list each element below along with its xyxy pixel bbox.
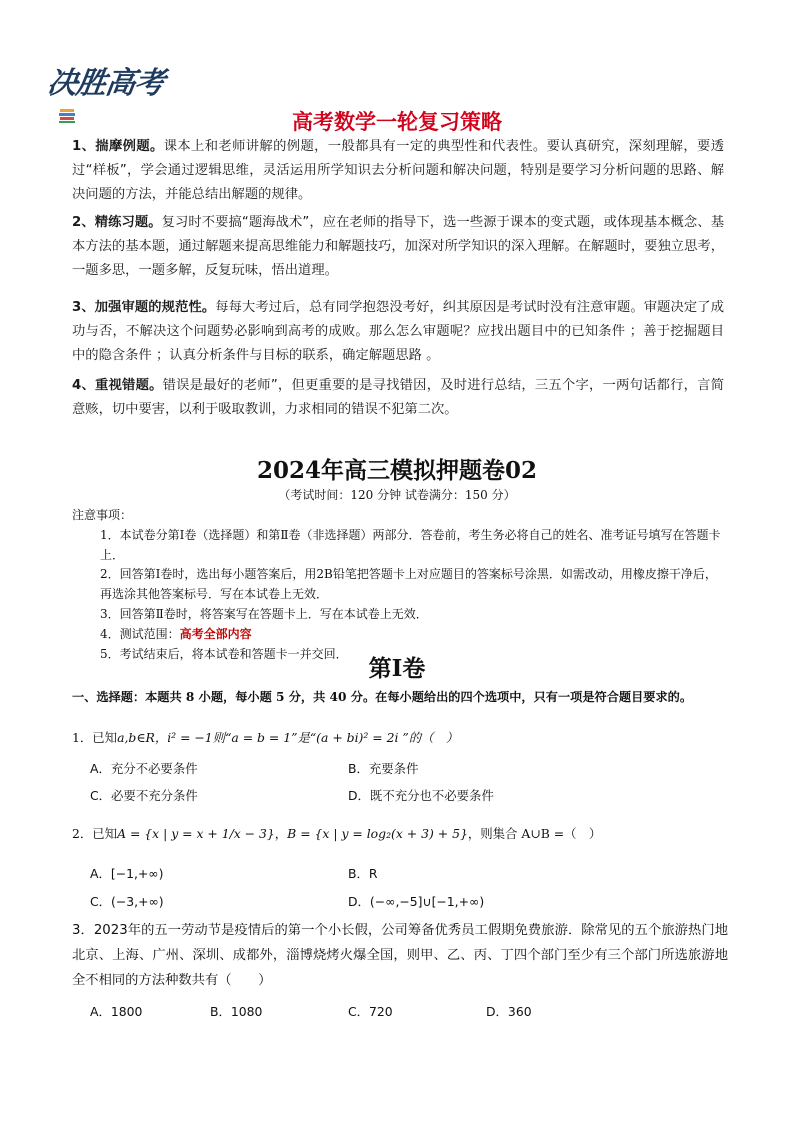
q2-set-b: B = {x | y = log₂(x + 3) + 5}	[287, 826, 468, 841]
logo-text: 决胜高考	[45, 66, 166, 101]
q1-stem-a: 1．已知	[72, 730, 118, 745]
strategy-item-3	[72, 296, 724, 369]
strategy-item-text: 每每大考过后，总有同学抱怨没考好，纠其原因是考试时没有注意审题。审题决定了成功与否，不解决这个问题势必影响到高考的成败。那么怎么审题呢？应找出题目中的已知条件 ；善于挖掘题目中的隐含条件 ；认真分析条件与目标的联系，确定解题思路 。	[72, 300, 724, 364]
q2-option-a: A．[−1,+∞)	[90, 866, 164, 881]
q2-option-d: D．(−∞,−5]∪[−1,+∞)	[348, 894, 485, 909]
q2-set-a: A = {x | y = x + 1/x − 3}	[117, 826, 275, 841]
q1-stem-b: ，i² = −1则“a = b = 1”是“(a + bi)² = 2i ”的（ ）	[154, 730, 459, 745]
q2-option-b: B．R	[348, 866, 378, 881]
strategy-title: 高考数学一轮复习策略	[292, 110, 502, 134]
q3-option-c: C．720	[348, 1004, 393, 1019]
note-item: 3．回答第Ⅱ卷时，将答案写在答题卡上．写在本试卷上无效．	[100, 606, 428, 621]
q1-option-c: C．必要不充分条件	[90, 788, 198, 803]
note-scope-value: 高考全部内容	[179, 626, 252, 641]
question-1-stem	[72, 728, 458, 746]
exam-title: 2024年高三模拟押题卷02	[256, 457, 538, 484]
note-scope-label: 4．测试范围：	[100, 626, 180, 641]
section-heading: 一、选择题：本题共 8 小题，每小题 5 分，共 40 分。在每小题给出的四个选项中，只有一项是符合题目要求的。	[72, 690, 693, 704]
exam-notes	[72, 506, 724, 664]
q2-sep: ，	[274, 826, 288, 841]
strategy-item-text: 错误是最好的老师”，但更重要的是寻找错因，及时进行总结，三五个字，一两句话都行，言简意赅，切中要害，以利于吸取教训，力求相同的错误不犯第二次。	[72, 378, 724, 418]
strategy-item-1	[72, 135, 724, 208]
q1-option-b: B．充要条件	[348, 761, 419, 776]
q1-option-d: D．既不充分也不必要条件	[348, 788, 494, 803]
q2-stem-a: 2．已知	[72, 826, 118, 841]
q3-option-a: A．1800	[90, 1004, 143, 1019]
q3-option-d: D．360	[486, 1004, 532, 1019]
strategy-item-4	[72, 374, 724, 422]
note-item: 2．回答第Ⅰ卷时，选出每小题答案后，用2B铅笔把答题卡上对应题目的答案标号涂黑．如需改动，用橡皮擦干净后，再选涂其他答案标号．写在本试卷上无效．	[100, 567, 717, 602]
q3-option-b: B．1080	[210, 1004, 263, 1019]
strategy-item-text: 复习时不要搞“题海战术”，应在老师的指导下，选一些源于课本的变式题，或体现基本概念、基本方法的基本题，通过解题来提高思维能力和解题技巧，加深对所学知识的深入理解。在解题时，要独立思考，一题多思，一题多解，反复玩味，悟出道理。	[72, 215, 724, 279]
strategy-item-text: 课本上和老师讲解的例题，一般都具有一定的典型性和代表性。要认真研究，深刻理解，要透过“样板”，学会通过逻辑思维，灵活运用所学知识去分析问题和解决问题，特别是要学习分析问题的思路、解决问题的方法，并能总结出解题的规律。	[72, 139, 724, 203]
note-item: 5．考试结束后，将本试卷和答题卡一并交回．	[100, 646, 348, 661]
notes-heading: 注意事项：	[72, 508, 133, 522]
question-2-stem	[72, 824, 601, 842]
strategy-item-label: 1、揣摩例题。	[72, 139, 164, 154]
volume-title: 第Ⅰ卷	[368, 655, 426, 682]
q2-option-c: C．(−3,+∞)	[90, 894, 164, 909]
strategy-item-label: 3、加强审题的规范性。	[72, 300, 216, 315]
question-3-stem: 3．2023年的五一劳动节是疫情后的第一个小长假，公司筹备优秀员工假期免费旅游．除常见的五个旅游热门地北京、上海、广州、深圳、成都外，淄博烧烤火爆全国，则甲、乙、丙、丁四个部门至少有三个部门所选旅游地全不相同的方法种数共有（ ）	[72, 923, 728, 988]
q1-option-a: A．充分不必要条件	[90, 761, 198, 776]
note-item: 1．本试卷分第Ⅰ卷（选择题）和第Ⅱ卷（非选择题）两部分．答卷前，考生务必将自己的姓名、准考证号填写在答题卡上．	[100, 527, 721, 562]
strategy-item-label: 4、重视错题。	[72, 378, 163, 393]
note-item-scope	[72, 625, 724, 645]
q1-cond: a,b∈R	[117, 730, 155, 745]
strategy-item-label: 2、精练习题。	[72, 215, 162, 230]
q2-stem-b: ，则集合 A∪B =（ ）	[467, 826, 602, 841]
strategy-item-2	[72, 211, 724, 284]
exam-subtitle: （考试时间：120 分钟 试卷满分：150 分）	[278, 488, 516, 502]
